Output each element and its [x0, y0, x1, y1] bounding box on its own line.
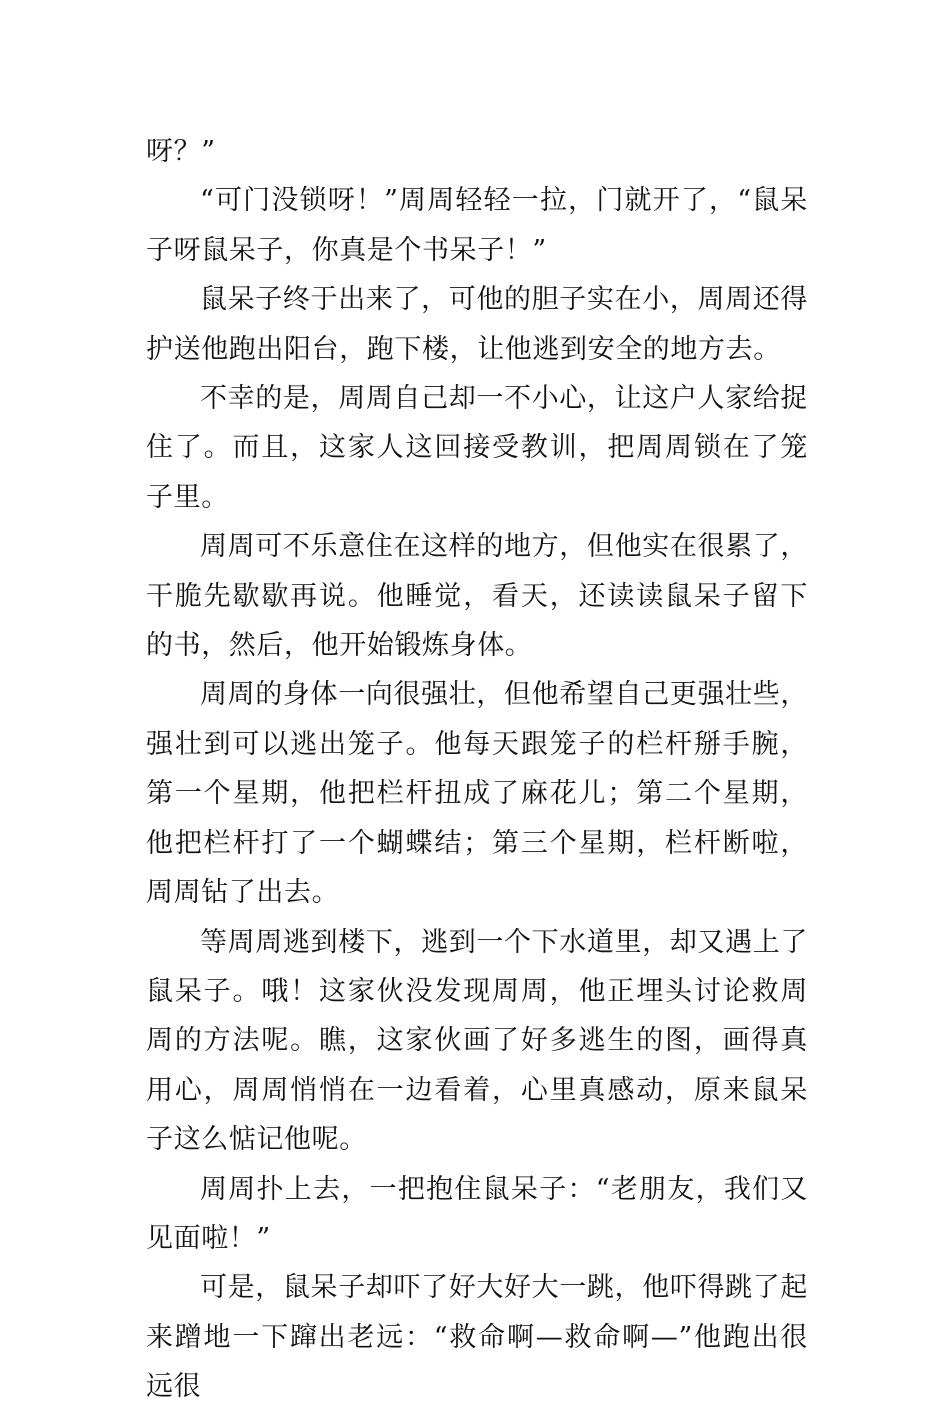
paragraph-9: 可是，鼠呆子却吓了好大好大一跳，他吓得跳了起来蹭地一下蹿出老远：“救命啊—救命啊—”他跑出很远很 — [146, 1272, 808, 1403]
paragraph-5: 周周可不乐意住在这样的地方，但他实在很累了，干脆先歇歇再说。他睡觉，看天，还读读鼠呆子留下的书，然后，他开始锻炼身体。 — [146, 531, 808, 662]
paragraph-2: “可门没锁呀！”周周轻轻一拉，门就开了，“鼠呆子呀鼠呆子，你真是个书呆子！” — [146, 185, 808, 266]
paragraph-3: 鼠呆子终于出来了，可他的胆子实在小，周周还得护送他跑出阳台，跑下楼，让他逃到安全的地方去。 — [146, 284, 808, 365]
paragraph-1: 呀？” — [146, 136, 216, 167]
body-text — [146, 127, 808, 1412]
paragraph-7: 等周周逃到楼下，逃到一个下水道里，却又遇上了鼠呆子。哦！这家伙没发现周周，他正埋头讨论救周周的方法呢。瞧，这家伙画了好多逃生的图，画得真用心，周周悄悄在一边看着，心里真感动，原来鼠呆子这么惦记他呢。 — [146, 926, 808, 1156]
paragraph-4: 不幸的是，周周自己却一不小心，让这户人家给捉住了。而且，这家人这回接受教训，把周周锁在了笼子里。 — [146, 383, 808, 513]
paragraph-6: 周周的身体一向很强壮，但他希望自己更强壮些，强壮到可以逃出笼子。他每天跟笼子的栏杆掰手腕，第一个星期，他把栏杆扭成了麻花儿；第二个星期，他把栏杆打了一个蝴蝶结；第三个星期，栏杆断啦，周周钻了出去。 — [146, 679, 808, 909]
paragraph-8: 周周扑上去，一把抱住鼠呆子：“老朋友，我们又见面啦！” — [146, 1173, 808, 1254]
